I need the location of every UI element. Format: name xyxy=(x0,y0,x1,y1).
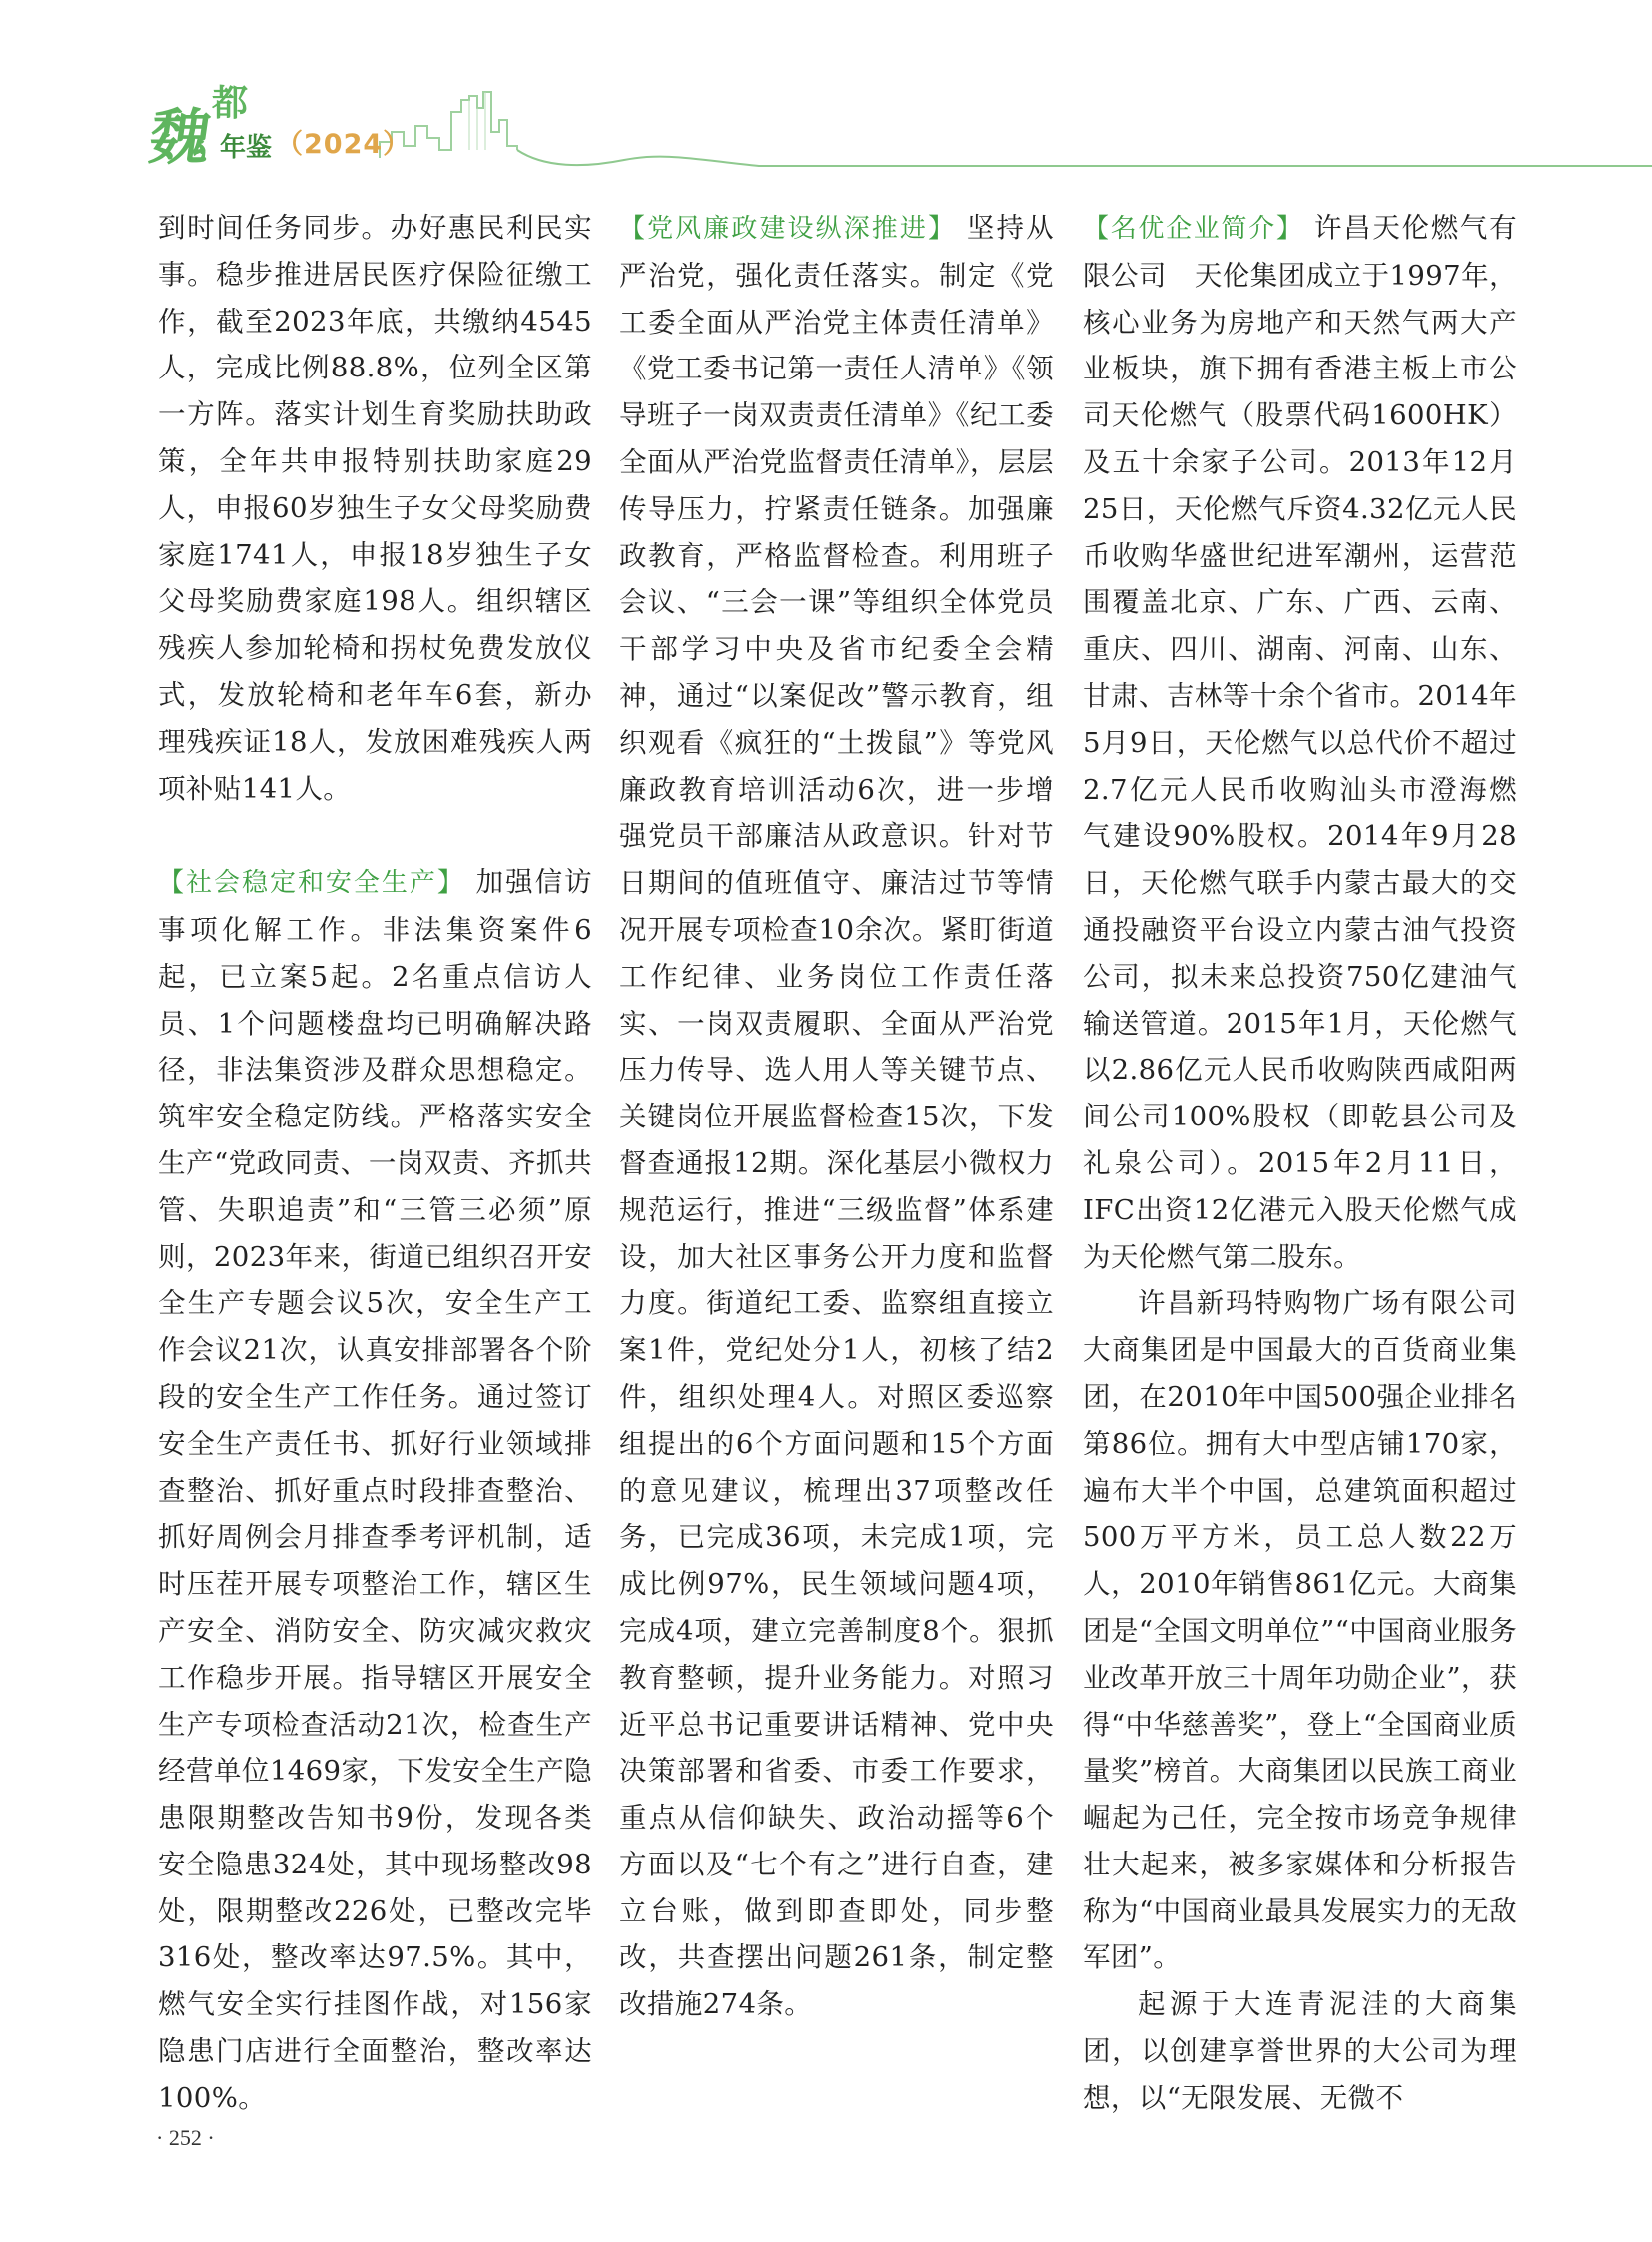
section-body: 坚持从严治党，强化责任落实。制定《党工委全面从严治党主体责任清单》《党工委书记第一责任人清单》《领导班子一岗双责责任清单》《纪工委全面从严治党监督责任清单》，层层传导压力，拧紧责任链条。加强廉政教育，严格监督检查。利用班子会议、“三会一课”等组织全体党员干部学习中央及省市纪委全会精神，通过“以案促改”警示教育，组织观看《疯狂的“土拨鼠”》等党风廉政教育培训活动6次，进一步增强党员干部廉洁从政意识。针对节日期间的值班值守、廉洁过节等情况开展专项检查10余次。紧盯街道工作纪律、业务岗位工作责任落实、一岗双责履职、全面从严治党压力传导、选人用人等关键节点、关键岗位开展监督检查15次，下发督查通报12期。深化基层小微权力规范运行，推进“三级监督”体系建设，加大社区事务公开力度和监督力度。街道纪工委、监察组直接立案1件，党纪处分1人，初核了结2件，组织处理4人。对照区委巡察组提出的6个方面问题和15个方面的意见建议，梳理出37项整改任务，已完成36项，未完成1项，完成比例97%，民生领域问题4项，完成4项，建立完善制度8个。狠抓教育整顿，提升业务能力。对照习近平总书记重要讲话精神、党中央决策部署和省委、市委工作要求，重点从信仰缺失、政治动摇等6个方面以及“七个有之”进行自查，建立台账，做到即查即处，同步整改，共查摆出问题261条，制定整改措施274条。 xyxy=(619,212,1054,2021)
logo-year-label: （2024） xyxy=(276,129,412,160)
paragraph-xinmate: 许昌新玛特购物广场有限公司 大商集团是中国最大的百货商业集团，在2010年中国500强企业排名第86位。拥有大中型店铺170家，遍布大半个中国，总建筑面积超过500万平方米，员工总人数22万人，2010年销售861亿元。大商集团是“全国文明单位”“中国商业服务业改革开放三十周年功勋企业”，获得“中华慈善奖”，登上“全国商业质量奖”榜首。大商集团以民族工商业崛起为己任，完全按市场竞争规律壮大起来，被多家媒体和分析报告称为“中国商业最具发展实力的无敌军团”。 xyxy=(1083,1287,1545,1974)
section-party-integrity xyxy=(619,205,1054,2028)
paragraph-civil-services: 到时间任务同步。办好惠民利民实事。稳步推进居民医疗保险征缴工作，截至2023年底，共缴纳4545人，完成比例88.8%，位列全区第一方阵。落实计划生育奖励扶助政策，全年共申报特别扶助家庭29人，申报60岁独生子女父母奖励费家庭1741人，申报18岁独生子女父母奖励费家庭198人。组织辖区残疾人参加轮椅和拐杖免费发放仪式，发放轮椅和老年车6套，新办理残疾证18人，发放困难残疾人两项补贴141人。 xyxy=(158,212,592,805)
text-column-middle xyxy=(619,205,1054,2028)
section-title: 【社会稳定和安全生产】 xyxy=(158,868,465,899)
paragraph-dashang-origin: 起源于大连青泥洼的大商集团，以创建享誉世界的大公司为理想，以“无限发展、无微不 xyxy=(1083,1988,1517,2114)
section-body: 许昌天伦燃气有限公司 天伦集团成立于1997年，核心业务为房地产和天然气两大产业板块，旗下拥有香港主板上市公司天伦燃气（股票代码1600HK）及五十余家子公司。2013年12月25日，天伦燃气斥资4.32亿元人民币收购华盛世纪进军潮州，运营范围覆盖北京、广东、广西、云南、重庆、四川、湖南、河南、山东、甘肃、吉林等十余个省市。2014年5月9日，天伦燃气以总代价不超过2.7亿元人民币收购汕头市澄海燃气建设90%股权。2014年9月28日，天伦燃气联手内蒙古最大的交通投融资平台设立内蒙古油气投资公司，拟未来总投资750亿建油气输送管道。2015年1月，天伦燃气以2.86亿元人民币收购陕西咸阳两间公司100%股权（即乾县公司及礼泉公司）。2015年2月11日，IFC出资12亿港元入股天伦燃气成为天伦燃气第二股东。 xyxy=(1083,212,1517,1273)
logo-du-char: 都 xyxy=(212,83,249,124)
page-number: · 252 · xyxy=(156,2125,215,2150)
section-title: 【名优企业简介】 xyxy=(1083,214,1304,244)
section-enterprises xyxy=(1083,205,1517,1280)
logo-wei-char: 魏 xyxy=(145,103,215,173)
logo-yearbook-label: 年鉴 xyxy=(220,133,273,163)
section-social-stability xyxy=(158,859,592,2122)
text-column-right xyxy=(1083,205,1545,2122)
section-body: 加强信访事项化解工作。非法集资案件6起，已立案5起。2名重点信访人员、1个问题楼盘均已明确解决路径，非法集资涉及群众思想稳定。筑牢安全稳定防线。严格落实安全生产“党政同责、一岗双责、齐抓共管、失职追责”和“三管三必须”原则，2023年来，街道已组织召开安全生产专题会议5次，安全生产工作会议21次，认真安排部署各个阶段的安全生产工作任务。通过签订安全生产责任书、抓好行业领域排查整治、抓好重点时段排查整治、抓好周例会月排查季考评机制，适时压茬开展专项整治工作，辖区生产安全、消防安全、防灾减灾救灾工作稳步开展。指导辖区开展安全生产专项检查活动21次，检查生产经营单位1469家，下发安全生产隐患限期整改告知书9份，发现各类安全隐患324处，其中现场整改98处，限期整改226处，已整改完毕316处，整改率达97.5%。其中，燃气安全实行挂图作战，对156家隐患门店进行全面整治，整改率达100%。 xyxy=(158,866,592,2114)
text-column-left xyxy=(158,205,592,2122)
section-title: 【党风廉政建设纵深推进】 xyxy=(619,214,957,244)
page-header xyxy=(0,0,1652,175)
